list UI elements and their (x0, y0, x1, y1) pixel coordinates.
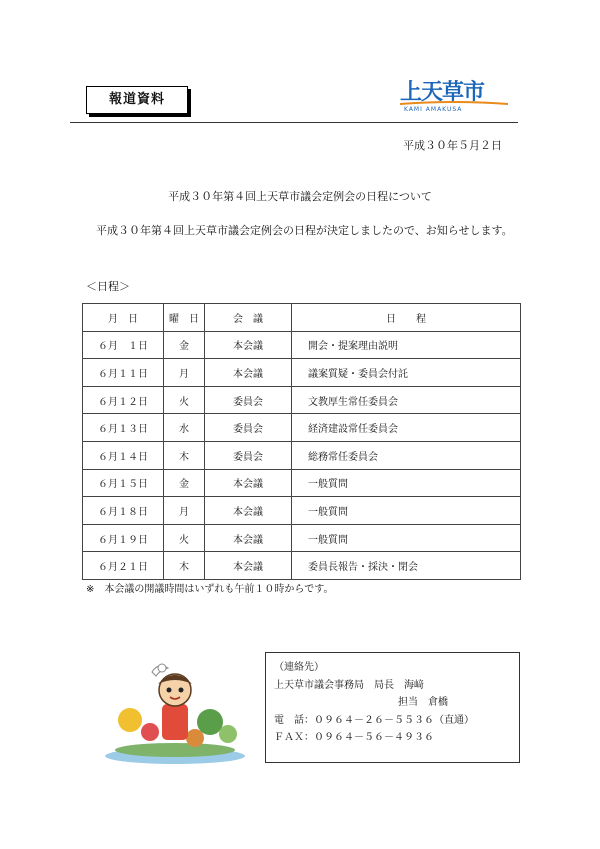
row-weekday: 月 (164, 497, 205, 525)
row-weekday: 木 (164, 552, 205, 580)
row-agenda: 一般質問 (292, 469, 521, 497)
contact-box (265, 652, 520, 763)
row-weekday: 月 (164, 359, 205, 387)
contact-office: 上天草市議会事務局 局長 海﨑 (274, 679, 424, 691)
contact-fax: ＦＡＸ：０９６４－５６－４９３６ (274, 732, 434, 743)
table-row (83, 441, 521, 469)
header-weekday: 曜 日 (164, 304, 205, 332)
table-row (83, 359, 521, 387)
logo-swoosh (400, 101, 508, 105)
row-agenda: 経済建設常任委員会 (292, 414, 521, 442)
table-header-row (83, 304, 521, 332)
contact-phone: 電 話：０９６４－２６－５５３６（直通） (274, 714, 474, 726)
logo-subtext: KAMI AMAKUSA (404, 106, 463, 113)
press-release-label: 報道資料 (86, 86, 188, 114)
schedule-label: ＜日程＞ (86, 280, 130, 293)
header-agenda: 日 程 (292, 304, 521, 332)
row-weekday: 火 (164, 524, 205, 552)
row-agenda: 総務常任委員会 (292, 441, 521, 469)
row-agenda: 一般質問 (292, 524, 521, 552)
row-meeting: 委員会 (205, 414, 292, 442)
table-row (83, 552, 521, 580)
row-weekday: 火 (164, 386, 205, 414)
city-logo (400, 80, 512, 116)
row-agenda: 議案質疑・委員会付託 (292, 359, 521, 387)
header-meeting: 会 議 (205, 304, 292, 332)
logo-text: 上天草市 (400, 80, 485, 105)
row-meeting: 本会議 (205, 497, 292, 525)
table-row (83, 524, 521, 552)
row-date: ６月１５日 (83, 469, 164, 497)
contact-person: 担当 倉橋 (398, 697, 448, 708)
footnote: ※ 本会議の開議時間はいずれも午前１０時からです。 (86, 584, 334, 595)
row-weekday: 水 (164, 414, 205, 442)
header-date: 月 日 (83, 304, 164, 332)
row-agenda: 一般質問 (292, 497, 521, 525)
row-date: ６月１９日 (83, 524, 164, 552)
row-agenda: 文教厚生常任委員会 (292, 386, 521, 414)
intro-paragraph: 平成３０年第４回上天草市議会定例会の日程が決定しましたので、お知らせします。 (96, 224, 513, 237)
table-row (83, 386, 521, 414)
table-row (83, 469, 521, 497)
row-weekday: 金 (164, 469, 205, 497)
row-meeting: 委員会 (205, 386, 292, 414)
row-agenda: 委員長報告・採決・閉会 (292, 552, 521, 580)
row-date: ６月１２日 (83, 386, 164, 414)
header-rule (70, 122, 518, 123)
schedule-table (82, 303, 521, 580)
row-meeting: 本会議 (205, 359, 292, 387)
row-meeting: 委員会 (205, 441, 292, 469)
row-date: ６月２１日 (83, 552, 164, 580)
table-row (83, 497, 521, 525)
row-meeting: 本会議 (205, 524, 292, 552)
table-row (83, 414, 521, 442)
row-date: ６月１４日 (83, 441, 164, 469)
row-weekday: 金 (164, 331, 205, 359)
row-meeting: 本会議 (205, 469, 292, 497)
row-date: ６月１１日 (83, 359, 164, 387)
issue-date: 平成３０年５月２日 (403, 139, 502, 152)
row-weekday: 木 (164, 441, 205, 469)
row-date: ６月１３日 (83, 414, 164, 442)
row-meeting: 本会議 (205, 331, 292, 359)
row-date: ６月 １日 (83, 331, 164, 359)
table-row (83, 331, 521, 359)
row-date: ６月１８日 (83, 497, 164, 525)
row-agenda: 開会・提案理由説明 (292, 331, 521, 359)
contact-heading: （連絡先） (274, 662, 324, 673)
mascot-illustration (100, 660, 250, 765)
row-meeting: 本会議 (205, 552, 292, 580)
document-title: 平成３０年第４回上天草市議会定例会の日程について (168, 190, 432, 203)
